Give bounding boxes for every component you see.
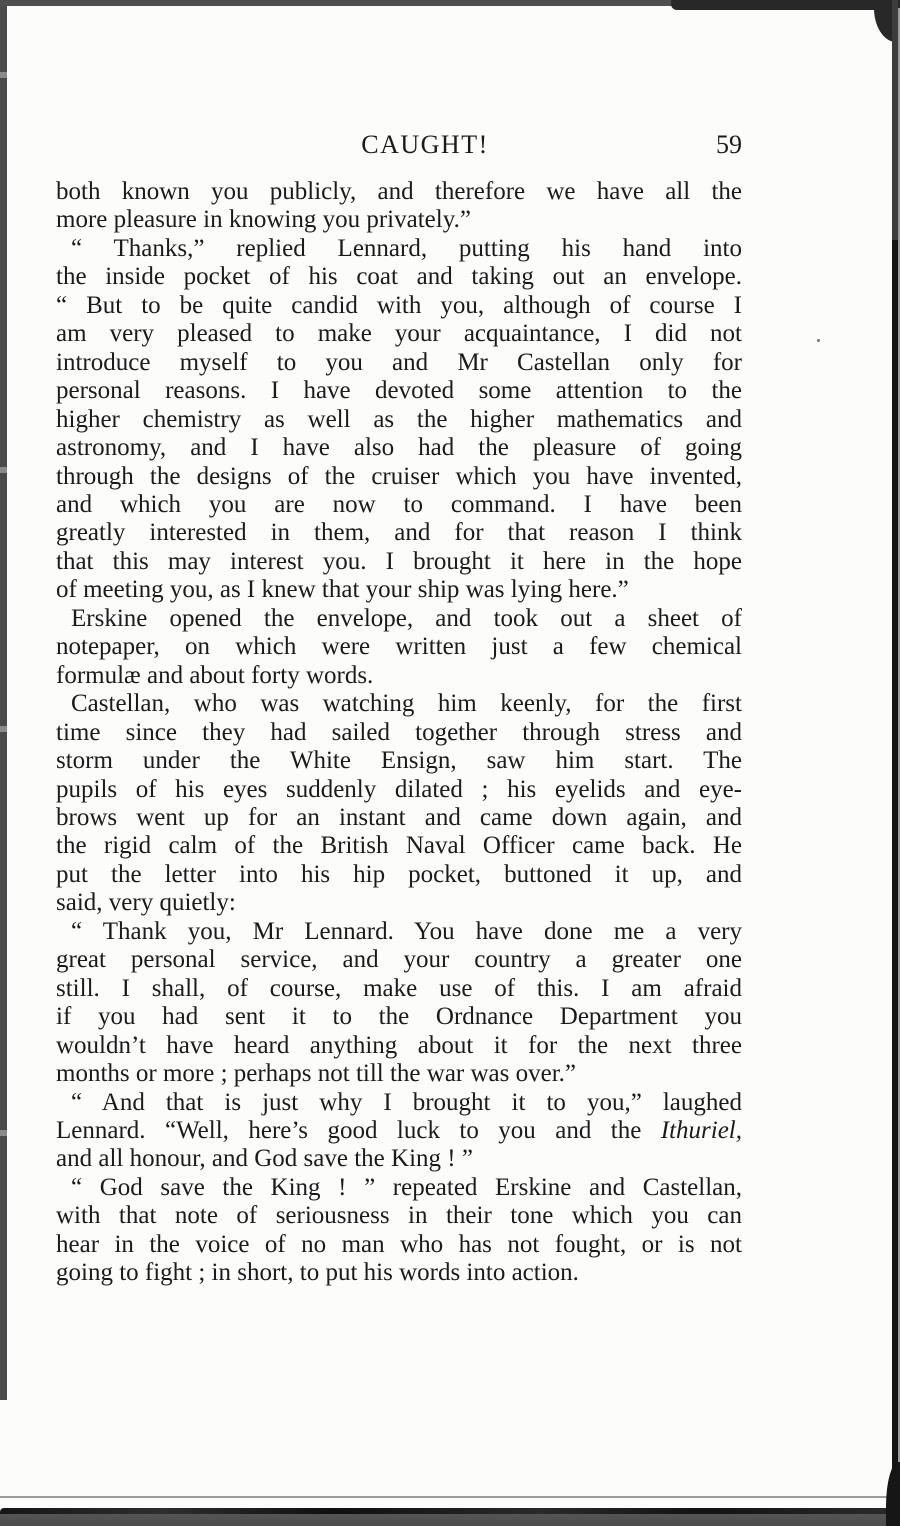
scan-bottom-hairline: [0, 1496, 900, 1498]
text-line: [56, 434, 742, 462]
text-line: [56, 747, 742, 775]
text-segment: Erskine opened the envelope, and took out a sheet of: [71, 604, 742, 632]
text-line: [56, 776, 742, 804]
page-number: 59: [716, 130, 742, 159]
text-line: [56, 1174, 742, 1202]
text-line: [56, 1060, 742, 1088]
text-line: [56, 946, 742, 974]
paragraph: [56, 235, 742, 605]
text-line: [56, 832, 742, 860]
text-segment: still. I shall, of course, make use of this. I am afraid: [56, 974, 742, 1002]
text-line: [56, 519, 742, 547]
text-segment: with that note of seriousness in their tone which you can: [56, 1202, 742, 1230]
text-segment: storm under the White Ensign, saw him start. The: [56, 747, 742, 775]
text-line: [56, 662, 742, 690]
text-line: [56, 263, 742, 291]
text-segment: both known you publicly, and therefore we have all the: [56, 178, 742, 205]
text-segment: going to fight ; in short, to put his words into action.: [56, 1259, 579, 1287]
text-segment: Castellan, who was watching him keenly, for the first: [71, 690, 742, 718]
text-segment: pupils of his eyes suddenly dilated ; his eyelids and eye-: [56, 775, 742, 803]
text-line: [56, 690, 742, 718]
text-segment: wouldn’t have heard anything about it for the next three: [56, 1031, 742, 1059]
text-segment: “ But to be quite candid with you, although of course I: [56, 291, 742, 319]
text-line: [56, 349, 742, 377]
text-line: [56, 320, 742, 348]
text-line: [56, 889, 742, 917]
paragraph: [56, 1089, 742, 1174]
text-line: [56, 235, 742, 263]
text-segment: time since they had sailed together through stress and: [56, 718, 742, 746]
scan-corner-bottom-right: [886, 1462, 900, 1526]
text-line: [56, 1231, 742, 1259]
text-line: [56, 1202, 742, 1230]
text-segment: the rigid calm of the British Naval Officer came back. He: [56, 832, 742, 860]
text-segment: put the letter into his hip pocket, buttoned it up, and: [56, 860, 742, 888]
text-line: [56, 1089, 742, 1117]
text-segment: if you had sent it to the Ordnance Department you: [56, 1003, 742, 1031]
scan-edge-left: [0, 0, 7, 1400]
text-line: [56, 463, 742, 491]
text-line: [56, 719, 742, 747]
text-line: [56, 861, 742, 889]
text-segment: hear in the voice of no man who has not fought, or is not: [56, 1230, 742, 1258]
text-segment: of meeting you, as I knew that your ship was lying here.”: [56, 576, 629, 604]
paragraph: [56, 178, 742, 235]
scan-edge-top-right: [671, 0, 886, 10]
text-segment: said, very quietly:: [56, 889, 236, 917]
scan-bottom-band: [0, 1514, 900, 1526]
text-line: [56, 1117, 742, 1145]
text-line: [56, 918, 742, 946]
text-segment: “ And that is just why I brought it to you,” laughed: [71, 1088, 742, 1116]
text-line: [56, 206, 742, 234]
text-body: [56, 178, 742, 1288]
scan-speck: [817, 339, 820, 342]
text-line: [56, 377, 742, 405]
text-segment: months or more ; perhaps not till the war was over.”: [56, 1060, 577, 1088]
text-segment: greatly interested in them, and for that reason I think: [56, 519, 742, 547]
text-segment: Lennard. “Well, here’s good luck to you and the: [56, 1116, 661, 1144]
paragraph: [56, 918, 742, 1089]
paragraph: [56, 605, 742, 690]
italic-text: Ithuriel,: [660, 1116, 742, 1144]
text-segment: “ God save the King ! ” repeated Erskine and Castellan,: [71, 1173, 742, 1201]
text-line: [56, 1259, 742, 1287]
text-line: [56, 1032, 742, 1060]
text-segment: am very pleased to make your acquaintance, I did not: [56, 320, 742, 348]
text-segment: formulæ and about forty words.: [56, 661, 374, 689]
text-segment: through the designs of the cruiser which you have invented,: [56, 462, 742, 490]
text-segment: higher chemistry as well as the higher mathematics and: [56, 405, 742, 433]
text-line: [56, 975, 742, 1003]
text-segment: and which you are now to command. I have been: [56, 490, 742, 518]
text-line: [56, 633, 742, 661]
text-segment: personal reasons. I have devoted some attention to the: [56, 377, 742, 405]
text-line: [56, 548, 742, 576]
text-segment: more pleasure in knowing you privately.”: [56, 206, 471, 234]
paragraph: [56, 690, 742, 918]
running-title: CAUGHT!: [361, 130, 489, 159]
text-segment: and all honour, and God save the King ! ”: [56, 1145, 473, 1173]
text-line: [56, 1003, 742, 1031]
text-segment: “ Thanks,” replied Lennard, putting his hand into: [71, 234, 742, 262]
text-segment: that this may interest you. I brought it here in the hope: [56, 547, 742, 575]
text-line: [56, 406, 742, 434]
text-segment: astronomy, and I have also had the pleasure of going: [56, 434, 742, 462]
text-line: [56, 292, 742, 320]
text-segment: great personal service, and your country a greater one: [56, 946, 742, 974]
text-line: [56, 178, 742, 206]
text-segment: “ Thank you, Mr Lennard. You have done me a very: [71, 917, 742, 945]
text-segment: the inside pocket of his coat and taking out an envelope.: [56, 263, 742, 291]
paragraph: [56, 1174, 742, 1288]
text-line: [56, 576, 742, 604]
text-segment: notepaper, on which were written just a few chemical: [56, 633, 742, 661]
text-line: [56, 491, 742, 519]
text-line: [56, 804, 742, 832]
text-segment: introduce myself to you and Mr Castellan only for: [56, 348, 742, 376]
text-line: [56, 605, 742, 633]
text-segment: brows went up for an instant and came down again, and: [56, 803, 742, 831]
text-line: [56, 1145, 742, 1173]
